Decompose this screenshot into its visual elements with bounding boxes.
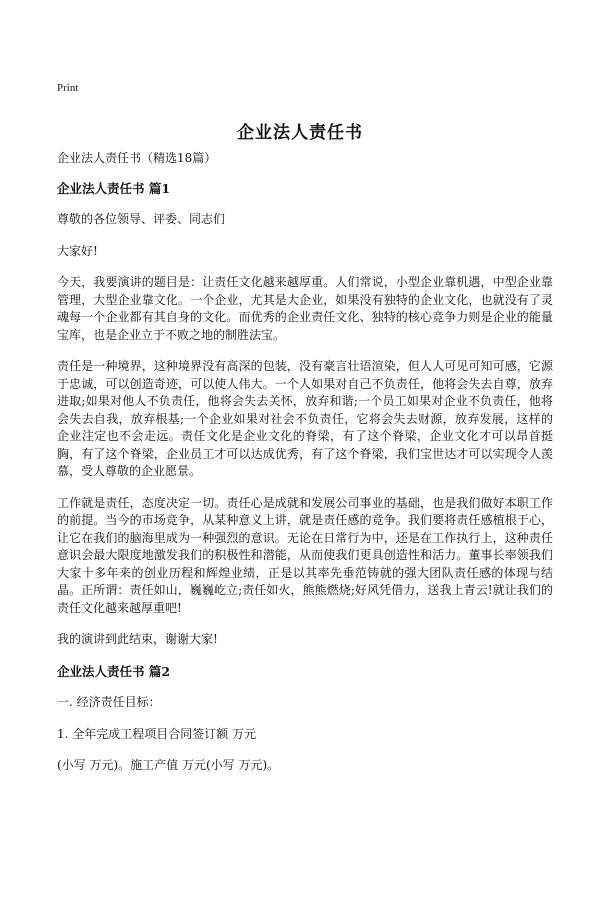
section-1-heading: 企业法人责任书 篇1 xyxy=(57,180,171,196)
section-1-paragraph-1: 今天，我要演讲的题目是：让责任文化越来越厚重。人们常说，小型企业靠机遇，中型企业靠管理，大型企业靠文化。一个企业，尤其是大企业，如果没有独特的企业文化，也就没有了灵魂每一个企业都有其自身的文化。而优秀的企业责任文化、独特的核心竞争力则是企业的能量宝库，也是企业立于不败之地的制胜法宝。 xyxy=(57,275,553,342)
section-1-paragraph-2: 责任是一种境界，这种境界没有高深的包装，没有豪言壮语渲染，但人人可见可知可感，它源于忠诚，可以创造奇迹，可以使人伟大。一个人如果对自己不负责任，他将会失去自尊，放弃进取;如果对他人不负责任，他将会失去关怀，放弃和谐;一个员工如果对企业不负责任，他将会失去自我，放弃根基;一个企业如果对社会不负责任，它将会失去财源，放弃发展，这样的企业注定也不会走远。责任文化是企业文化的脊梁，有了这个脊梁，企业文化才可以昂首挺胸，有了这个脊梁，企业员工才可以达成优秀，有了这个脊梁，我们宝世达才可以实现令人羡慕，受人尊敬的企业愿景。 xyxy=(57,359,553,478)
section-1-paragraph-3: 工作就是责任，态度决定一切。责任心是成就和发展公司事业的基础，也是我们做好本职工作的前提。当今的市场竞争，从某种意义上讲，就是责任感的竞争。我们要将责任感植根于心，让它在我们的脑海里成为一种强烈的意识。无论在日常行为中，还是在工作执行上，这种责任意识会最大限度地激发我们的积极性和潜能，从而使我们更具创造性和活力。董事长率领我们大家十多年来的创业历程和辉煌业绩，正是以其率先垂范铸就的强大团队责任感的体现与结晶。正所谓：责任如山，巍巍屹立;责任如火，熊熊燃烧;好风凭借力，送我上青云!就让我们的责任文化越来越厚重吧! xyxy=(57,495,553,615)
section-2-item-1: 1. 全年完成工程项目合同签订额 万元 xyxy=(57,726,257,741)
section-2-heading: 企业法人责任书 篇2 xyxy=(57,663,171,679)
document-subtitle: 企业法人责任书（精选18篇） xyxy=(57,151,217,165)
section-1-closing: 我的演讲到此结束，谢谢大家! xyxy=(57,632,218,646)
print-label: Print xyxy=(57,82,79,94)
section-1-greeting: 大家好! xyxy=(57,243,98,258)
document-body xyxy=(57,150,553,789)
section-2-item-1-continued: (小写 万元)。施工产值 万元(小写 万元)。 xyxy=(57,758,280,772)
document-title: 企业法人责任书 xyxy=(237,123,363,143)
section-2-item-heading: 一. 经济责任目标： xyxy=(57,695,161,709)
section-1-salutation: 尊敬的各位领导、评委、同志们 xyxy=(57,212,226,226)
